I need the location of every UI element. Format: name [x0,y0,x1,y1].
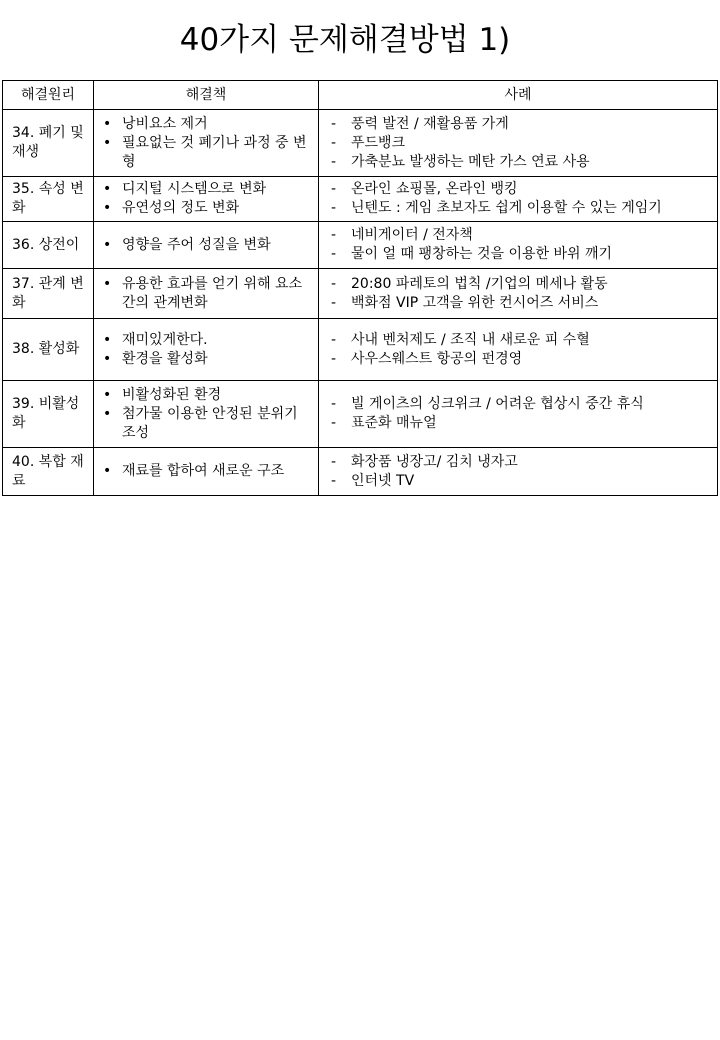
example-cell [319,319,718,381]
solution-cell [94,177,319,222]
example-item: - 빌 게이츠의 싱크위크 / 어려운 협상시 중간 휴식 [329,395,715,414]
example-cell [319,448,718,496]
example-item: - 사내 벤처제도 / 조직 내 새로운 피 수혈 [329,331,715,350]
page-title: 40가지 문제해결방법 1) [179,22,511,58]
table-row [3,319,718,381]
header-example: 사례 [319,81,718,110]
example-item: - 풍력 발전 / 재활용품 가게 [329,115,715,134]
example-cell [319,222,718,269]
header-principle: 해결원리 [3,81,94,110]
principle-cell: 38. 활성화 [3,319,94,381]
example-cell [319,269,718,319]
example-item: - 푸드뱅크 [329,134,715,153]
example-cell [319,110,718,177]
table-header-row [3,81,718,110]
solution-cell [94,222,319,269]
solution-item: • 유연성의 정도 변화 [100,199,314,218]
table-row [3,381,718,448]
table-row [3,448,718,496]
solution-item: • 재료를 합하여 새로운 구조 [100,462,314,481]
principle-cell: 36. 상전이 [3,222,94,269]
example-item: - 백화점 VIP 고객을 위한 컨시어즈 서비스 [329,294,715,313]
solution-item: • 재미있게한다. [100,331,314,350]
example-item: - 닌텐도 : 게임 초보자도 쉽게 이용할 수 있는 게임기 [329,199,715,218]
table-row [3,110,718,177]
table-row [3,222,718,269]
solution-cell [94,269,319,319]
solution-cell [94,381,319,448]
principle-cell: 39. 비활성화 [3,381,94,448]
principle-cell: 40. 복합 재료 [3,448,94,496]
example-item: - 사우스웨스트 항공의 펀경영 [329,350,715,369]
problem-solving-table [2,80,718,496]
table-row [3,177,718,222]
example-item: - 가축분뇨 발생하는 메탄 가스 연료 사용 [329,153,715,172]
example-cell [319,381,718,448]
solution-cell [94,110,319,177]
example-item: - 네비게이터 / 전자책 [329,226,715,245]
solution-item: • 영향을 주어 성질을 변화 [100,236,314,255]
solution-cell [94,448,319,496]
example-item: - 인터넷 TV [329,472,715,491]
example-item: - 온라인 쇼핑몰, 온라인 뱅킹 [329,180,715,199]
solution-item: • 비활성화된 환경 [100,386,314,405]
solution-item: • 필요없는 것 폐기나 과정 중 변형 [100,134,314,172]
principle-cell: 35. 속성 변화 [3,177,94,222]
solution-item: • 낭비요소 제거 [100,115,314,134]
example-item: - 화장품 냉장고/ 김치 냉자고 [329,453,715,472]
example-item: - 20:80 파레토의 법칙 /기업의 메세나 활동 [329,275,715,294]
example-item: - 물이 얼 때 팽창하는 것을 이용한 바위 깨기 [329,245,715,264]
solution-item: • 디지털 시스템으로 변화 [100,180,314,199]
solution-item: • 유용한 효과를 얻기 위해 요소 간의 관계변화 [100,275,314,313]
example-cell [319,177,718,222]
principle-cell: 34. 폐기 및 재생 [3,110,94,177]
example-item: - 표준화 매뉴얼 [329,414,715,433]
solution-cell [94,319,319,381]
table-row [3,269,718,319]
principle-cell: 37. 관계 변화 [3,269,94,319]
solution-item: • 첨가물 이용한 안정된 분위기 조성 [100,405,314,443]
solution-item: • 환경을 활성화 [100,350,314,369]
header-solution: 해결책 [94,81,319,110]
